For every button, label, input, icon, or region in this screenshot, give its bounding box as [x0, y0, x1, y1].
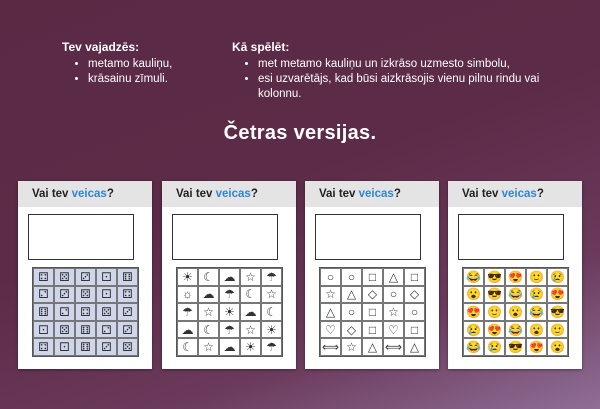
grid-cell: △: [383, 268, 404, 286]
grid-cell: ○: [341, 268, 362, 286]
grid-cell: 😂: [463, 268, 484, 286]
bingo-grid: [462, 267, 569, 357]
grid-cell: ⚂: [117, 321, 138, 339]
grid-cell: ☆: [341, 338, 362, 356]
card-title-post: ?: [536, 188, 544, 200]
needs-list: [62, 57, 212, 87]
needs-title: Tev vajadzēs:: [62, 40, 140, 54]
grid-cell: ☀: [261, 321, 282, 339]
worksheet-card-shapes: [305, 181, 439, 369]
card-title-accent: veicas: [71, 188, 107, 200]
grid-cell: ☆: [240, 268, 261, 286]
grid-cell: ⚃: [33, 338, 54, 356]
grid-cell: ⚅: [117, 268, 138, 286]
grid-cell: ⚁: [96, 321, 117, 339]
card-title-accent: veicas: [501, 188, 537, 200]
grid-cell: ♡: [383, 321, 404, 339]
grid-cell: ☂: [219, 321, 240, 339]
grid-cell: 😢: [484, 338, 505, 356]
grid-cell: 🙂: [547, 321, 568, 339]
grid-cell: 😢: [526, 286, 547, 304]
grid-cell: ☆: [240, 321, 261, 339]
card-title-accent: veicas: [215, 188, 251, 200]
grid-cell: 😍: [526, 338, 547, 356]
card-title-post: ?: [250, 188, 258, 200]
card-title-pre: Vai tev: [32, 188, 72, 200]
grid-cell: 😍: [484, 321, 505, 339]
worksheet-card-weather: [162, 181, 296, 369]
grid-cell: ☂: [261, 268, 282, 286]
grid-cell: ⚀: [54, 338, 75, 356]
grid-cell: ○: [341, 303, 362, 321]
grid-cell: ☂: [219, 286, 240, 304]
card-instructions: [315, 214, 421, 260]
grid-cell: 😎: [547, 303, 568, 321]
grid-cell: ⚂: [75, 268, 96, 286]
card-title-post: ?: [393, 188, 401, 200]
grid-cell: ☁: [219, 268, 240, 286]
grid-cell: ⟺: [321, 340, 340, 355]
how-to-play-section: [232, 40, 562, 102]
needs-item: • krāsainu zīmuli.: [88, 72, 212, 87]
card-instructions: [28, 214, 134, 260]
grid-cell: ⚁: [33, 286, 54, 304]
grid-cell: 😍: [463, 303, 484, 321]
grid-cell: ☂: [177, 303, 198, 321]
grid-cell: 😂: [526, 303, 547, 321]
needs-item: • metamo kauliņu,: [88, 57, 212, 72]
grid-cell: 😂: [463, 338, 484, 356]
grid-cell: ⚀: [96, 268, 117, 286]
grid-cell: □: [404, 321, 425, 339]
grid-cell: ☾: [198, 268, 219, 286]
card-instructions: [172, 214, 278, 260]
grid-cell: ☁: [177, 321, 198, 339]
grid-cell: ⚄: [117, 338, 138, 356]
grid-cell: 😮: [463, 286, 484, 304]
grid-cell: 😎: [484, 268, 505, 286]
grid-cell: ☆: [198, 303, 219, 321]
grid-cell: ○: [320, 268, 341, 286]
grid-cell: ☂: [261, 338, 282, 356]
grid-cell: 😍: [547, 286, 568, 304]
grid-cell: ⟺: [384, 340, 403, 355]
grid-cell: ○: [383, 286, 404, 304]
grid-cell: 😍: [505, 268, 526, 286]
grid-cell: ☾: [177, 338, 198, 356]
grid-cell: ☆: [198, 338, 219, 356]
grid-cell: ⚁: [54, 303, 75, 321]
grid-cell: △: [320, 303, 341, 321]
grid-cell: 🙂: [484, 303, 505, 321]
needs-section: [62, 40, 212, 87]
grid-cell: □: [404, 268, 425, 286]
grid-cell: 😮: [547, 338, 568, 356]
grid-cell: ☾: [240, 286, 261, 304]
worksheet-card-dice: [18, 181, 152, 369]
grid-cell: ○: [404, 303, 425, 321]
grid-cell: ⚄: [54, 268, 75, 286]
grid-cell: □: [362, 303, 383, 321]
grid-cell: ⚂: [96, 338, 117, 356]
grid-cell: ☆: [383, 303, 404, 321]
card-title-pre: Vai tev: [176, 188, 216, 200]
how-list: [232, 57, 562, 102]
bingo-grid: [319, 267, 426, 357]
grid-cell: 🙂: [526, 268, 547, 286]
how-item: • esi uzvarētājs, kad būsi aizkrāsojis vienu pilnu rindu vai kolonnu.: [258, 72, 562, 102]
card-instructions: [458, 214, 564, 260]
grid-cell: ☁: [198, 286, 219, 304]
grid-cell: ◇: [341, 321, 362, 339]
card-title-accent: veicas: [358, 188, 394, 200]
grid-cell: ♡: [320, 321, 341, 339]
grid-cell: ⚅: [33, 303, 54, 321]
grid-cell: 😂: [505, 321, 526, 339]
grid-cell: 😎: [484, 286, 505, 304]
how-title: Kā spēlēt:: [232, 40, 290, 54]
card-title: [162, 181, 296, 207]
card-title: [305, 181, 439, 207]
grid-cell: 😢: [547, 268, 568, 286]
card-title-post: ?: [106, 188, 114, 200]
grid-cell: ☾: [198, 321, 219, 339]
grid-cell: ⚅: [75, 338, 96, 356]
grid-cell: △: [362, 338, 383, 356]
card-title-pre: Vai tev: [319, 188, 359, 200]
grid-cell: ☾: [261, 303, 282, 321]
grid-cell: ⚂: [54, 286, 75, 304]
bingo-grid: [32, 267, 139, 357]
grid-cell: □: [362, 321, 383, 339]
grid-cell: ⚄: [96, 303, 117, 321]
grid-cell: ⚀: [96, 286, 117, 304]
grid-cell: ⚅: [75, 321, 96, 339]
grid-cell: □: [362, 268, 383, 286]
grid-cell: 😎: [505, 338, 526, 356]
grid-cell: ☀: [240, 338, 261, 356]
grid-cell: ⚀: [33, 321, 54, 339]
grid-cell: 😮: [505, 303, 526, 321]
grid-cell: ⚂: [117, 303, 138, 321]
grid-cell: ☀: [177, 268, 198, 286]
card-title-pre: Vai tev: [462, 188, 502, 200]
grid-cell: 😮: [526, 321, 547, 339]
grid-cell: ☆: [261, 286, 282, 304]
card-title: [448, 181, 582, 207]
grid-cell: ⚄: [54, 321, 75, 339]
grid-cell: 😢: [463, 321, 484, 339]
grid-cell: ⚃: [33, 268, 54, 286]
grid-cell: 😂: [505, 286, 526, 304]
grid-cell: △: [404, 338, 425, 356]
bingo-grid: [176, 267, 283, 357]
grid-cell: ◇: [362, 286, 383, 304]
grid-cell: ⚃: [75, 303, 96, 321]
grid-cell: ☁: [240, 303, 261, 321]
grid-cell: ☆: [320, 286, 341, 304]
worksheet-card-emoji: [448, 181, 582, 369]
grid-cell: △: [341, 286, 362, 304]
grid-cell: ⚃: [117, 286, 138, 304]
grid-cell: ⚄: [75, 286, 96, 304]
headline: Četras versijas.: [223, 122, 377, 144]
grid-cell: ☀: [219, 303, 240, 321]
grid-cell: ☼: [177, 286, 198, 304]
how-item: • met metamo kauliņu un izkrāso uzmesto simbolu,: [258, 57, 562, 72]
card-title: [18, 181, 152, 207]
grid-cell: ☁: [219, 338, 240, 356]
grid-cell: ◇: [404, 286, 425, 304]
